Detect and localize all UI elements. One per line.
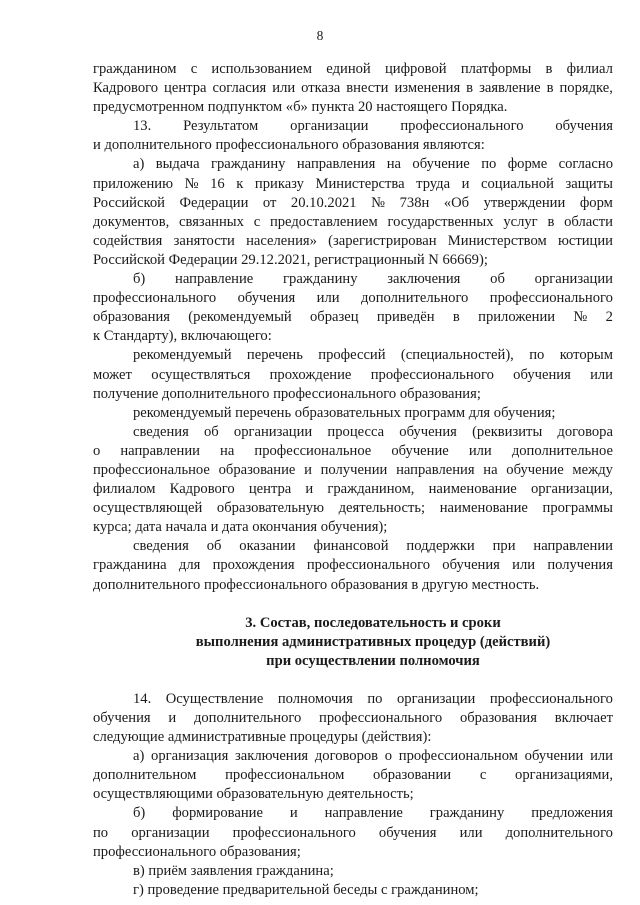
heading-line: выполнения административных процедур (действий) <box>195 633 551 650</box>
paragraph <box>93 346 613 403</box>
text-line: и дополнительного профессионального образования являются: <box>93 137 485 154</box>
paragraph <box>93 804 613 861</box>
text-line: сведения об организации процесса обучения (реквизиты договора <box>133 423 613 440</box>
heading-line: при осуществлении полномочия <box>266 652 480 669</box>
text-line: получение дополнительного профессионального образования; <box>93 385 481 402</box>
text-line: по организации профессионального обучения или дополнительного <box>93 824 613 841</box>
text-line: сведения об оказании финансовой поддержки при направлении <box>133 538 613 555</box>
text-line: приложению № 16 к приказу Министерства труда и социальной защиты <box>93 175 613 192</box>
text-line: б) направление гражданину заключения об организации <box>133 271 613 288</box>
paragraph <box>93 862 613 881</box>
text-line: профессиональное образование и получении направления на обучение между <box>93 461 613 478</box>
text-line: Российской Федерации от 20.10.2021 № 738н «Об утверждении форм <box>93 194 613 211</box>
text-line: б) формирование и направление гражданину предложения <box>133 805 613 822</box>
text-line: рекомендуемый перечень образовательных программ для обучения; <box>133 404 556 421</box>
paragraph <box>93 747 613 804</box>
text-line: Российской Федерации 29.12.2021, регистрационный N 66669); <box>93 251 488 268</box>
text-line: профессионального обучения или дополнительного профессионального <box>93 290 613 307</box>
text-line: к Стандарту), включающего: <box>93 328 272 345</box>
text-line: гражданина для прохождения профессионального обучения или получения <box>93 557 613 574</box>
text-line: осуществляющей образовательную деятельность; наименование программы <box>93 500 613 517</box>
paragraph <box>93 881 613 900</box>
paragraph <box>93 155 613 270</box>
text-line: профессионального образования; <box>93 843 301 860</box>
text-line: а) организация заключения договоров о профессиональном обучении или <box>133 748 613 765</box>
text-line: 13. Результатом организации профессионального обучения <box>133 118 613 135</box>
text-line: может осуществляться прохождение профессионального обучения или <box>93 366 613 383</box>
text-line: следующие административные процедуры (действия): <box>93 729 432 746</box>
text-line: о направлении на профессиональное обучение или дополнительное <box>93 442 613 459</box>
text-line: рекомендуемый перечень профессий (специальностей), по которым <box>133 347 613 364</box>
text-line: филиалом Кадрового центра и гражданином, наименование организации, <box>93 481 613 498</box>
paragraph <box>93 270 613 346</box>
paragraph <box>93 537 613 594</box>
text-line: предусмотренном подпунктом «б» пункта 20 настоящего Порядка. <box>93 99 508 116</box>
text-line: содействия занятости населения» (зарегистрирован Министерством юстиции <box>93 232 613 249</box>
text-line: гражданином с использованием единой цифровой платформы в филиал <box>93 61 613 77</box>
text-line: в) приём заявления гражданина; <box>133 862 334 879</box>
text-line: 14. Осуществление полномочия по организации профессионального <box>133 690 613 707</box>
paragraph <box>93 60 613 117</box>
text-line: курса; дата начала и дата окончания обучения); <box>93 519 388 536</box>
text-line: а) выдача гражданину направления на обучение по форме согласно <box>133 156 613 173</box>
text-line: обучения и дополнительного профессионального образования включает <box>93 710 613 726</box>
document-body <box>93 60 613 900</box>
text-line: осуществляющими образовательную деятельность; <box>93 786 414 803</box>
text-line: документов, связанных с предоставлением государственных услуг в области <box>93 213 613 230</box>
paragraph <box>93 690 613 747</box>
heading-line: 3. Состав, последовательность и сроки <box>245 614 501 631</box>
paragraph <box>93 117 613 155</box>
text-line: дополнительного профессионального образования в другую местность. <box>93 576 540 593</box>
section-heading <box>93 614 613 671</box>
page-number: 8 <box>316 28 324 43</box>
paragraph <box>93 423 613 538</box>
text-line: Кадрового центра согласия или отказа внести изменения в заявление в порядке, <box>93 80 613 97</box>
text-line: г) проведение предварительной беседы с гражданином; <box>133 881 479 898</box>
paragraph <box>93 404 613 423</box>
text-line: образования (рекомендуемый образец приведён в приложении № 2 <box>93 309 613 326</box>
text-line: дополнительном профессиональном образовании с организациями, <box>93 767 613 784</box>
